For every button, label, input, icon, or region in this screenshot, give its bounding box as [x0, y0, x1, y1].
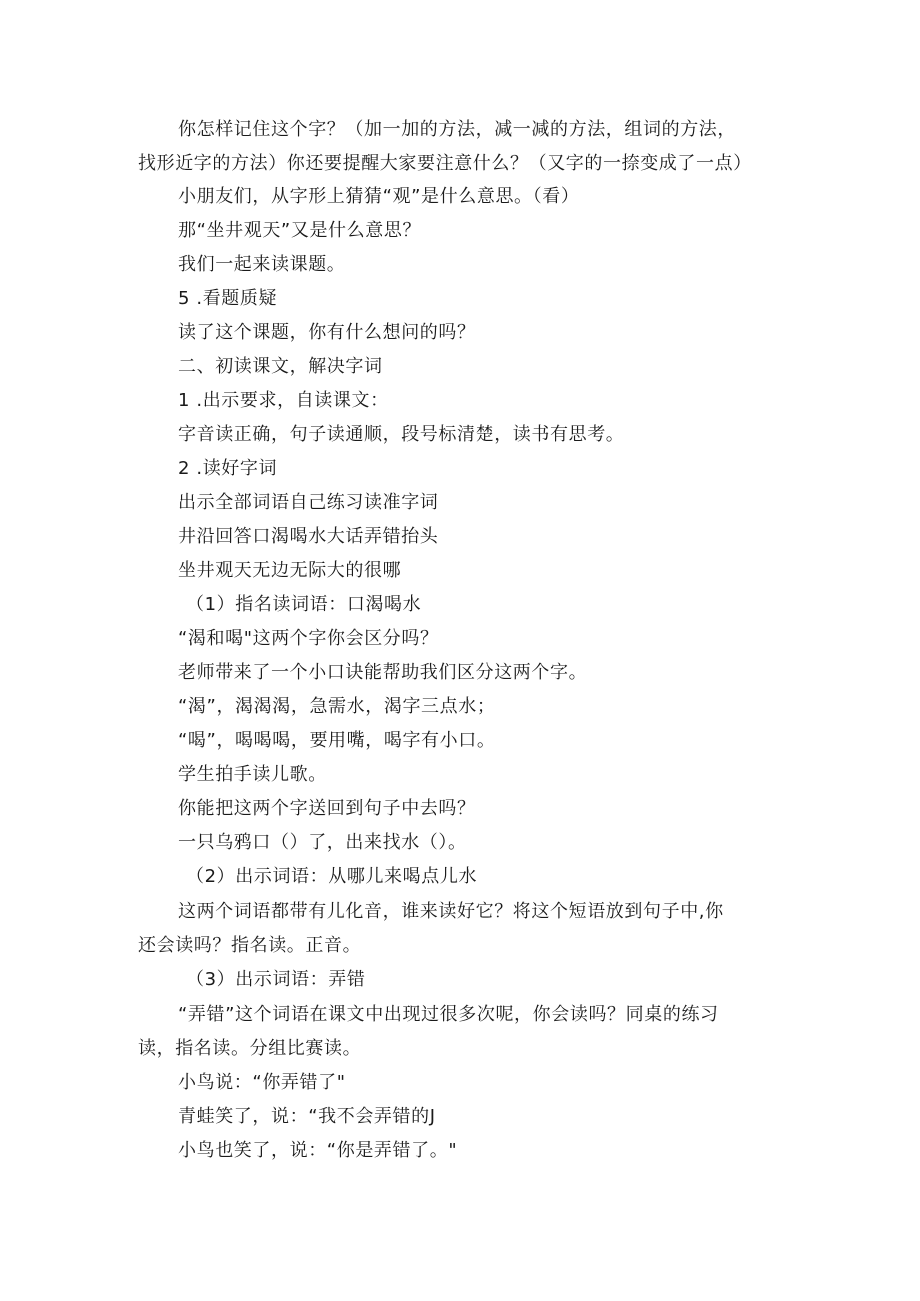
text-line: 读了这个课题，你有什么想问的吗？ — [178, 322, 476, 343]
text-line: 小朋友们，从字形上猜猜“观”是什么意思。（看） — [178, 186, 580, 207]
text-line: 出示全部词语自己练习读准字词 — [178, 492, 439, 513]
word-list: 坐井观天无边无际大的很哪 — [178, 560, 402, 581]
word-list: 井沿回答口渴喝水大话弄错抬头 — [178, 526, 439, 547]
text-line: 找形近字的方法）你还要提醒大家要注意什么？（又字的一捺变成了一点） — [138, 153, 752, 174]
section-heading: 2 .读好字词 — [178, 458, 278, 479]
text-line: 字音读正确，句子读通顺，段号标清楚，读书有思考。 — [178, 424, 625, 445]
section-heading: 1 .出示要求，自读课文： — [178, 390, 389, 411]
rhyme-line: “渴”，渴渴渴，急需水，渴字三点水； — [178, 696, 496, 717]
section-heading: 二、初读课文，解决字词 — [178, 356, 383, 377]
text-line: 你能把这两个字送回到句子中去吗？ — [178, 798, 476, 819]
text-line: 还会读吗？指名读。正音。 — [138, 935, 362, 956]
text-line: （1）指名读词语：口渴喝水 — [186, 594, 422, 615]
section-heading: 5 .看题质疑 — [178, 288, 278, 309]
text-line: 这两个词语都带有儿化音，谁来读好它？将这个短语放到句子中,你 — [178, 901, 724, 922]
text-line: 老师带来了一个小口诀能帮助我们区分这两个字。 — [178, 662, 588, 683]
text-line: 学生拍手读儿歌。 — [178, 764, 327, 785]
text-line: 我们一起来读课题。 — [178, 254, 346, 275]
text-line: （2）出示词语：从哪儿来喝点儿水 — [186, 866, 478, 887]
text-line: 读，指名读。分组比赛读。 — [138, 1038, 362, 1059]
dialogue-line: 青蛙笑了，说：“我不会弄错的J — [178, 1106, 436, 1127]
text-line: 一只乌鸦口（）了，出来找水（）。 — [178, 832, 467, 853]
text-line: “渴和喝"这两个字你会区分吗？ — [178, 628, 439, 649]
dialogue-line: 小鸟也笑了，说：“你是弄错了。" — [178, 1140, 458, 1161]
rhyme-line: “喝”，喝喝喝，要用嘴，喝字有小口。 — [178, 730, 496, 751]
text-line: 那“坐井观天”又是什么意思？ — [178, 220, 422, 241]
text-line: 你怎样记住这个字？（加一加的方法，减一减的方法，组词的方法， — [178, 119, 736, 140]
text-line: “弄错”这个词语在课文中出现过很多次呢，你会读吗？同桌的练习 — [178, 1004, 719, 1025]
dialogue-line: 小鸟说：“你弄错了" — [178, 1072, 346, 1093]
text-line: （3）出示词语：弄错 — [186, 969, 366, 990]
